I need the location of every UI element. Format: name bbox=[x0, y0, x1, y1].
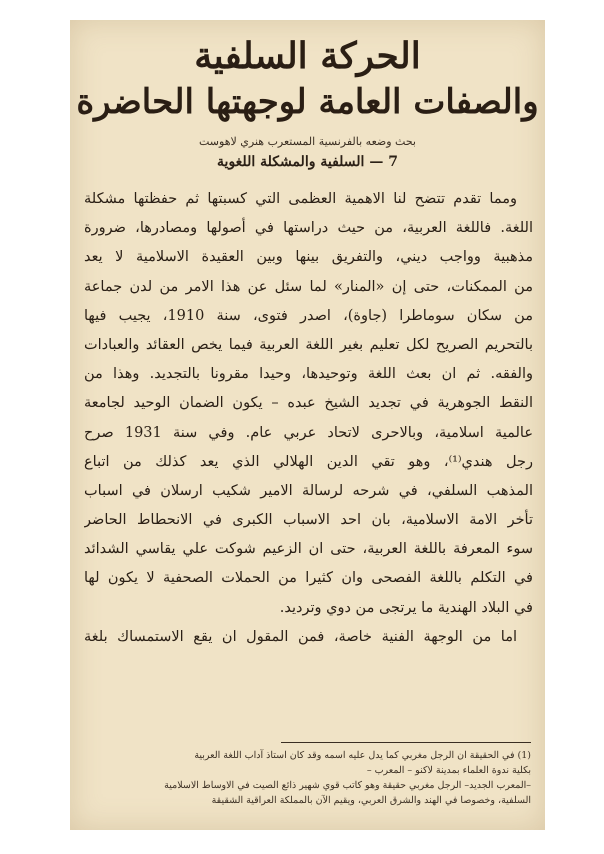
body-line: في التكلم باللغة الفصحى وان كثيرا من الحملات الصحفية لا يكون لها bbox=[84, 570, 533, 587]
footnotes bbox=[84, 748, 531, 808]
footnote-line: –المعرب الجديد– الرجل مغربي حقيقة وهو كاتب قوي شهير ذائع الصيت في الاوساط الاسلامية bbox=[164, 780, 531, 791]
section-heading bbox=[70, 154, 545, 170]
document-page bbox=[70, 20, 545, 830]
body-line: اما من الوجهة الفنية خاصة، فمن المقول ان يقع الاستمساك بلغة bbox=[84, 628, 517, 645]
byline: بحث وضعه بالفرنسية المستعرب هنري لاهوست bbox=[199, 135, 416, 148]
footnote-divider bbox=[281, 742, 531, 743]
body-line: مذهبية وواجب ديني، والتفريق بينها وبين العقيدة الاسلامية لا يعد bbox=[84, 249, 533, 266]
body-line: تأخر الامة الاسلامية، بان احد الاسباب الكبرى في الانحطاط الحاضر bbox=[84, 512, 533, 529]
body-line: المذهب السلفي، في شرحه لرسالة الامير شكيب ارسلان في اسباب bbox=[84, 482, 533, 499]
body-line: ومما تقدم تتضح لنا الاهمية العظمى التي كسبتها ثم حفظتها مشكلة bbox=[84, 191, 517, 207]
body-text bbox=[84, 185, 533, 652]
body-line: اللغة. فاللغة العربية، من حيث دراستها في أصولها ومصادرها، ضرورة bbox=[84, 220, 533, 237]
body-line: بالتحريم الصريح لكل تعليم بغير اللغة العربية فيما يخص العقائد والعبادات bbox=[84, 336, 533, 353]
title-line-2: والصفات العامة لوجهتها الحاضرة bbox=[76, 82, 539, 122]
body-line: في البلاد الهندية ما يرتجى من دوي وترديد. bbox=[279, 599, 533, 616]
section-separator: — bbox=[369, 154, 384, 170]
section-number: 7 bbox=[388, 154, 398, 170]
body-line: عالمية اسلامية، وبالاحرى لاتحاد عربي عام. وفي سنة 1931 صرح bbox=[84, 424, 533, 441]
section-title: السلفية والمشكلة اللغوية bbox=[217, 154, 365, 170]
body-line: والفقه. ثم ان بعث اللغة وتوحيدها، وحيدا مقرونا بالتجديد. وهذا من bbox=[84, 366, 533, 383]
title-line-1: الحركة السلفية bbox=[194, 35, 421, 77]
body-line: من الممكنات، حتى إن «المنار» لما سئل عن هذا الامر من لدن جماعة bbox=[84, 278, 533, 295]
footnote-line: بكلية ندوة العلماء بمدينة لاكنو – المعرب – bbox=[366, 765, 531, 776]
body-line: رجل هندي⁽¹⁾، وهو تقي الدين الهلالي الذي يعد كذلك من اتباع bbox=[84, 453, 533, 470]
body-line: من سكان سوماطرا (جاوة)، اصدر فتوى، سنة 1910، يجيب فيها bbox=[84, 307, 533, 324]
body-line: النقط الجوهرية في تجديد الشيخ عبده – يكون الضمان الوحيد لجامعة bbox=[84, 395, 533, 412]
footnote-line: (1) في الحقيقة ان الرجل مغربي كما يدل عليه اسمه وقد كان استاذ آداب اللغة العربية bbox=[194, 750, 531, 761]
footnote-line: السلفية، وخصوصا في الهند والشرق العربي، ويقيم الآن بالمملكة العراقية الشقيقة bbox=[211, 795, 531, 806]
body-line: سوء المعرفة باللغة العربية، حتى ان الزعيم شوكت علي يقاسي الشدائد bbox=[84, 541, 533, 558]
